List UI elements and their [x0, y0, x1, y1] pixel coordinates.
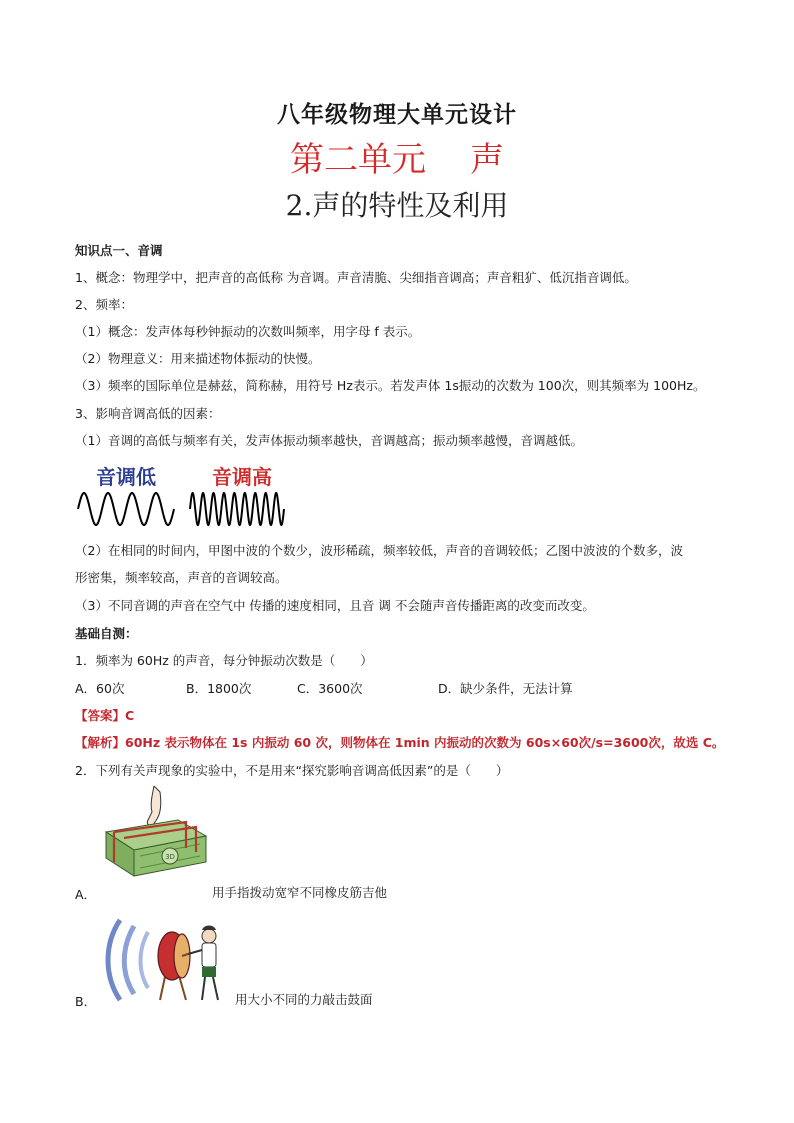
doc-title: 八年级物理大单元设计 — [277, 102, 517, 128]
unit-label: 第二单元 — [290, 140, 426, 180]
q1-option-c: C．3600次 — [297, 681, 363, 696]
wave-high-label: 音调高 — [212, 465, 272, 489]
concept-text: 1、概念：物理学中，把声音的高低称 为音调。声音清脆、尖细指音调高；声音粗犷、低沉指音调低。 — [75, 270, 637, 285]
section-heading: 知识点一、音调 — [75, 243, 163, 258]
frequency-definition: （1）概念：发声体每秒钟振动的次数叫频率，用字母 f 表示。 — [75, 324, 421, 339]
unit-title — [0, 132, 794, 181]
question-2-stem: 2．下列有关声现象的实验中，不是用来“探究影响音调高低因素”的是（ ） — [75, 763, 509, 778]
analysis-text: 60Hz 表示物体在 1s 内振动 60 次，则物体在 1min 内振动的次数为 60s×60次/s=3600次，故选 C。 — [125, 735, 725, 750]
low-pitch-wave — [76, 490, 176, 528]
factor-heading: 3、影响音调高低的因素： — [75, 406, 221, 421]
box-emblem-label: 3D — [165, 853, 175, 861]
self-test-heading: 基础自测： — [75, 626, 138, 641]
wave-low-label: 音调低 — [96, 465, 156, 489]
analysis-tag: 【解析】 — [75, 735, 126, 750]
question-1-stem: 1．频率为 60Hz 的声音，每分钟振动次数是（ ） — [75, 653, 373, 668]
q2-option-b-text: 用大小不同的力敲击鼓面 — [235, 992, 373, 1007]
frequency-unit: （3）频率的国际单位是赫兹，简称赫，用符号 Hz表示。若发声体 1s振动的次数为 100次，则其频率为 100Hz。 — [75, 378, 706, 393]
drum-illustration — [96, 916, 228, 1004]
factor-3: （3）不同音调的声音在空气中 传播的速度相同，且音 调 不会随声音传播距离的改变而改变。 — [75, 598, 595, 613]
factor-2-line-1: （2）在相同的时间内，甲图中波的个数少，波形稀疏，频率较低，声音的音调较低；乙图中波波的个数多，波 — [75, 543, 683, 558]
q1-answer — [75, 706, 134, 724]
answer-value: C — [125, 708, 135, 723]
q1-option-d: D．缺少条件，无法计算 — [438, 681, 573, 696]
lesson-title: 2.声的特性及利用 — [285, 189, 509, 222]
rubber-band-box-illustration — [100, 786, 212, 882]
frequency-heading: 2、频率： — [75, 297, 133, 312]
high-pitch-wave — [188, 490, 286, 528]
frequency-meaning: （2）物理意义：用来描述物体振动的快慢。 — [75, 351, 321, 366]
factor-1: （1）音调的高低与频率有关，发声体振动频率越快，音调越高；振动频率越慢，音调越低。 — [75, 433, 583, 448]
q1-option-b: B．1800次 — [186, 681, 252, 696]
q1-option-a: A．60次 — [75, 681, 125, 696]
q2-option-a-text: 用手指拨动宽窄不同橡皮筋吉他 — [212, 885, 388, 900]
unit-name: 声 — [470, 140, 504, 180]
factor-2-line-2: 形密集，频率较高，声音的音调较高。 — [75, 570, 288, 585]
answer-tag: 【答案】 — [75, 708, 126, 723]
q2-option-a-letter: A． — [75, 887, 97, 902]
q2-option-b-letter: B． — [75, 994, 97, 1009]
q1-analysis — [75, 733, 724, 751]
